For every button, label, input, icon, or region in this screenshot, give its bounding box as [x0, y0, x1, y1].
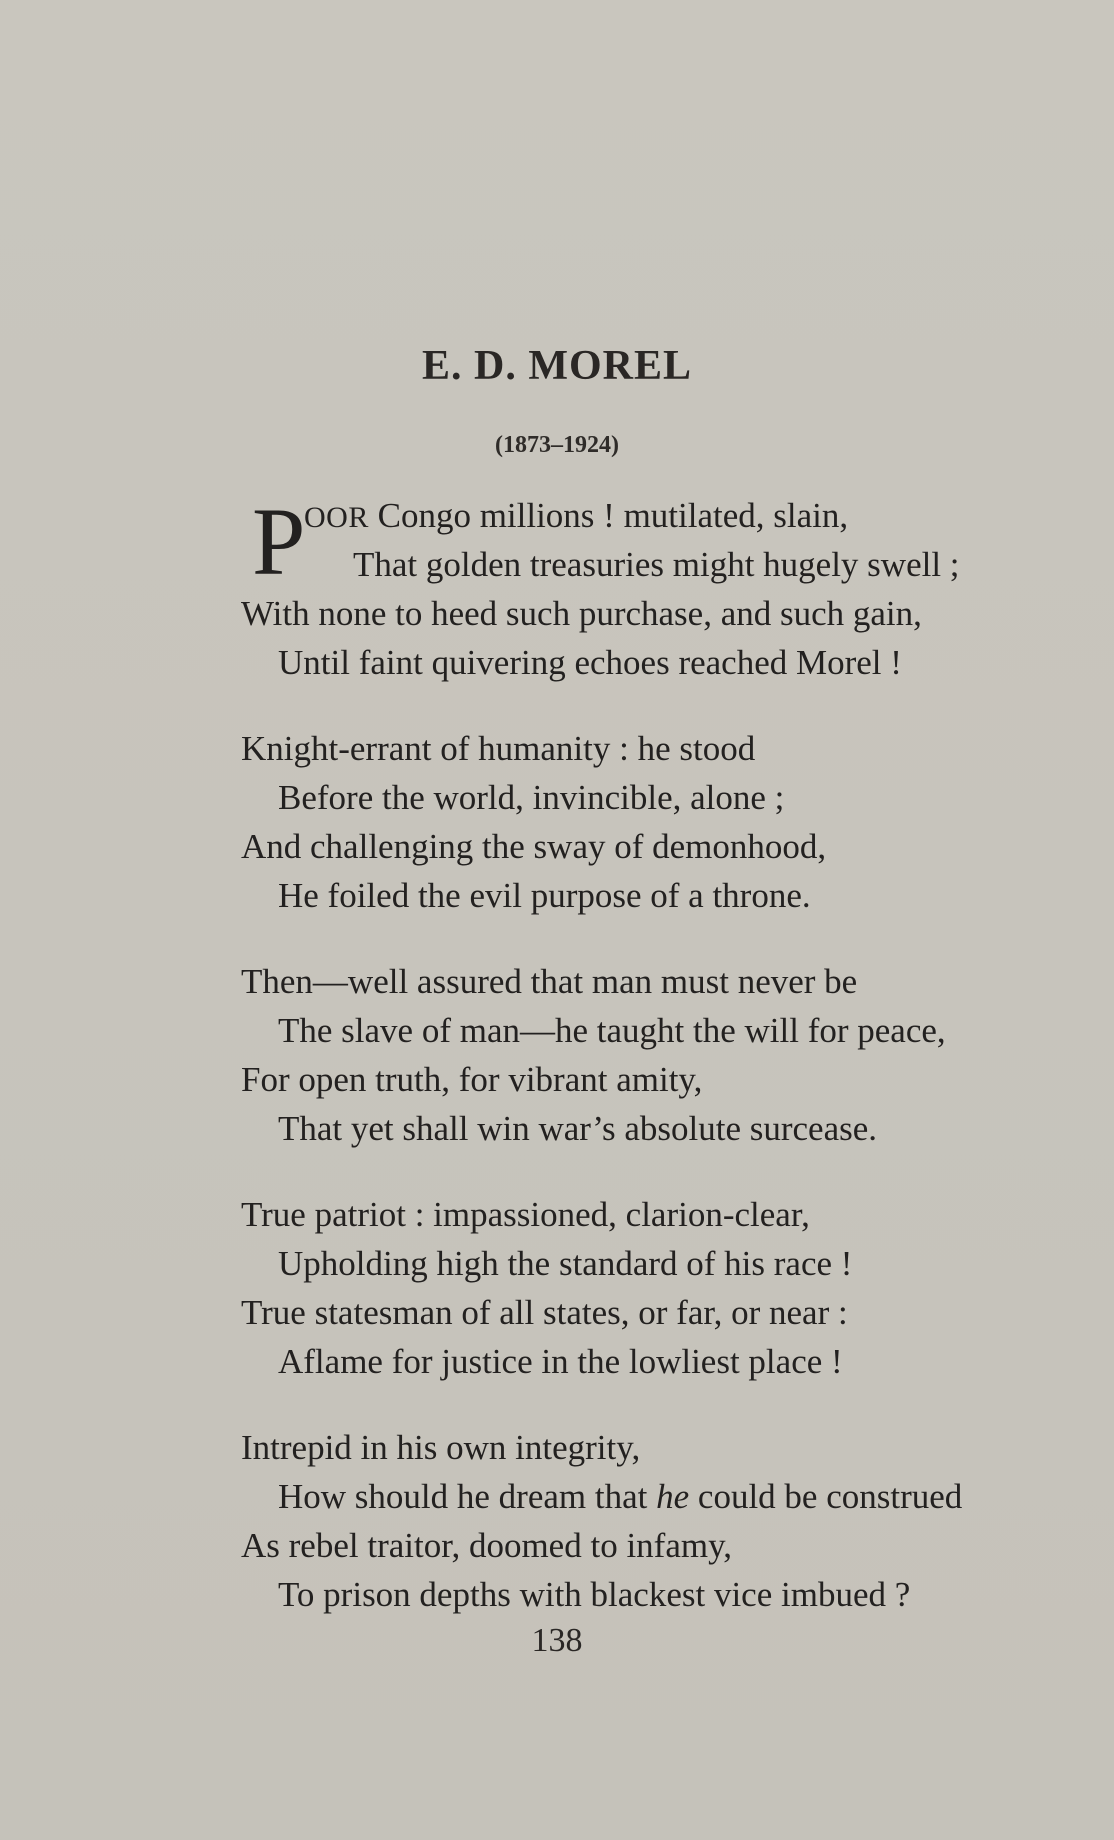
poem-line-20: To prison depths with blackest vice imbued ?	[278, 1575, 911, 1614]
poem-line-17: Intrepid in his own integrity,	[241, 1428, 641, 1467]
line-18-end: could be construed	[697, 1477, 963, 1516]
italic-he: he	[656, 1477, 690, 1516]
poem-dates: (1873–1924)	[495, 432, 619, 458]
poem-line-19: As rebel traitor, doomed to infamy,	[241, 1526, 733, 1565]
drop-cap	[252, 488, 306, 595]
first-line-small-caps: OOR	[304, 501, 369, 534]
poem-line-3: With none to heed such purchase, and such gain,	[241, 594, 922, 633]
page-number: 138	[531, 1622, 583, 1659]
poem-line-15: True statesman of all states, or far, or near :	[241, 1293, 848, 1332]
poem-line-9: Then—well assured that man must never be	[241, 962, 858, 1001]
poem-line-10: The slave of man—he taught the will for peace,	[278, 1011, 946, 1050]
poem-line-1	[304, 496, 848, 538]
poem-line-8: He foiled the evil purpose of a throne.	[278, 876, 811, 915]
poem-title: E. D. MOREL	[421, 343, 692, 389]
poem-line-14: Upholding high the standard of his race !	[278, 1244, 853, 1283]
poem-line-7: And challenging the sway of demonhood,	[241, 827, 827, 866]
drop-cap-letter: P	[252, 488, 306, 595]
poem-line-18	[278, 1477, 962, 1517]
poem-line-4: Until faint quivering echoes reached Morel !	[278, 643, 902, 682]
poem-line-11: For open truth, for vibrant amity,	[241, 1060, 703, 1099]
line-18-start: How should he dream that	[278, 1477, 648, 1516]
poem-line-5: Knight-errant of humanity : he stood	[241, 729, 756, 768]
poem-line-13: True patriot : impassioned, clarion-clear,	[241, 1195, 810, 1234]
first-line-rest: Congo millions ! mutilated, slain,	[368, 496, 849, 535]
poem-line-16: Aflame for justice in the lowliest place !	[278, 1342, 843, 1381]
poem-line-12: That yet shall win war’s absolute surcease.	[278, 1109, 878, 1148]
poem-line-2: That golden treasuries might hugely swell ;	[353, 545, 960, 584]
poem-line-6: Before the world, invincible, alone ;	[278, 778, 785, 817]
